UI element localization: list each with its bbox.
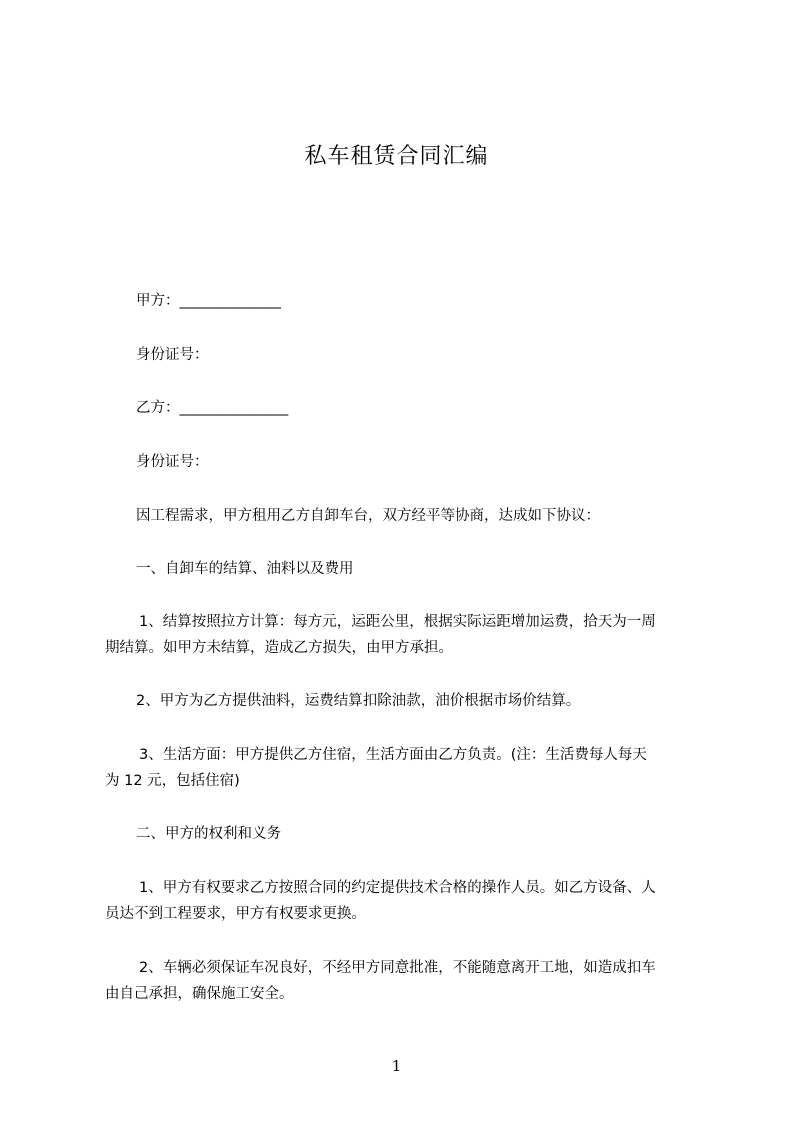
page-number: 1 [391, 1057, 402, 1075]
party-b-line: 乙方：_______________ [136, 400, 289, 416]
section1-heading: 一、自卸车的结算、油料以及费用 [136, 561, 354, 577]
section1-item2: 2、甲方为乙方提供油料，运费结算扣除油款，油价根据市场价结算。 [136, 693, 581, 709]
party-a-line: 甲方：______________ [136, 293, 281, 309]
section2-item1-line1: 1、甲方有权要求乙方按照合同的约定提供技术合格的操作人员。如乙方设备、人 [139, 880, 656, 896]
party-a-id-line: 身份证号： [136, 347, 209, 363]
section2-heading: 二、甲方的权利和义务 [136, 826, 281, 842]
section2-item2-line2: 由自己承担，确保施工安全。 [105, 986, 294, 1002]
page-title: 私车租赁合同汇编 [304, 144, 489, 169]
party-b-id-line: 身份证号： [136, 454, 209, 470]
section2-item2-line1: 2、车辆必须保证车况良好，不经甲方同意批准，不能随意离开工地，如造成扣车 [139, 960, 656, 976]
section1-item1-line1: 1、结算按照拉方计算：每方元，运距公里，根据实际运距增加运费，拾天为一周 [139, 614, 656, 630]
section1-item1-line2: 期结算。如甲方未结算，造成乙方损失，由甲方承担。 [105, 640, 453, 656]
section1-item3-line1: 3、生活方面：甲方提供乙方住宿，生活方面由乙方负责。(注：生活费每人每天 [139, 747, 647, 763]
section2-item1-line2: 员达不到工程要求，甲方有权要求更换。 [105, 906, 366, 922]
section1-item3-line2: 为 12 元，包括住宿) [105, 773, 240, 789]
intro-paragraph: 因工程需求，甲方租用乙方自卸车台，双方经平等协商，达成如下协议： [136, 508, 600, 524]
